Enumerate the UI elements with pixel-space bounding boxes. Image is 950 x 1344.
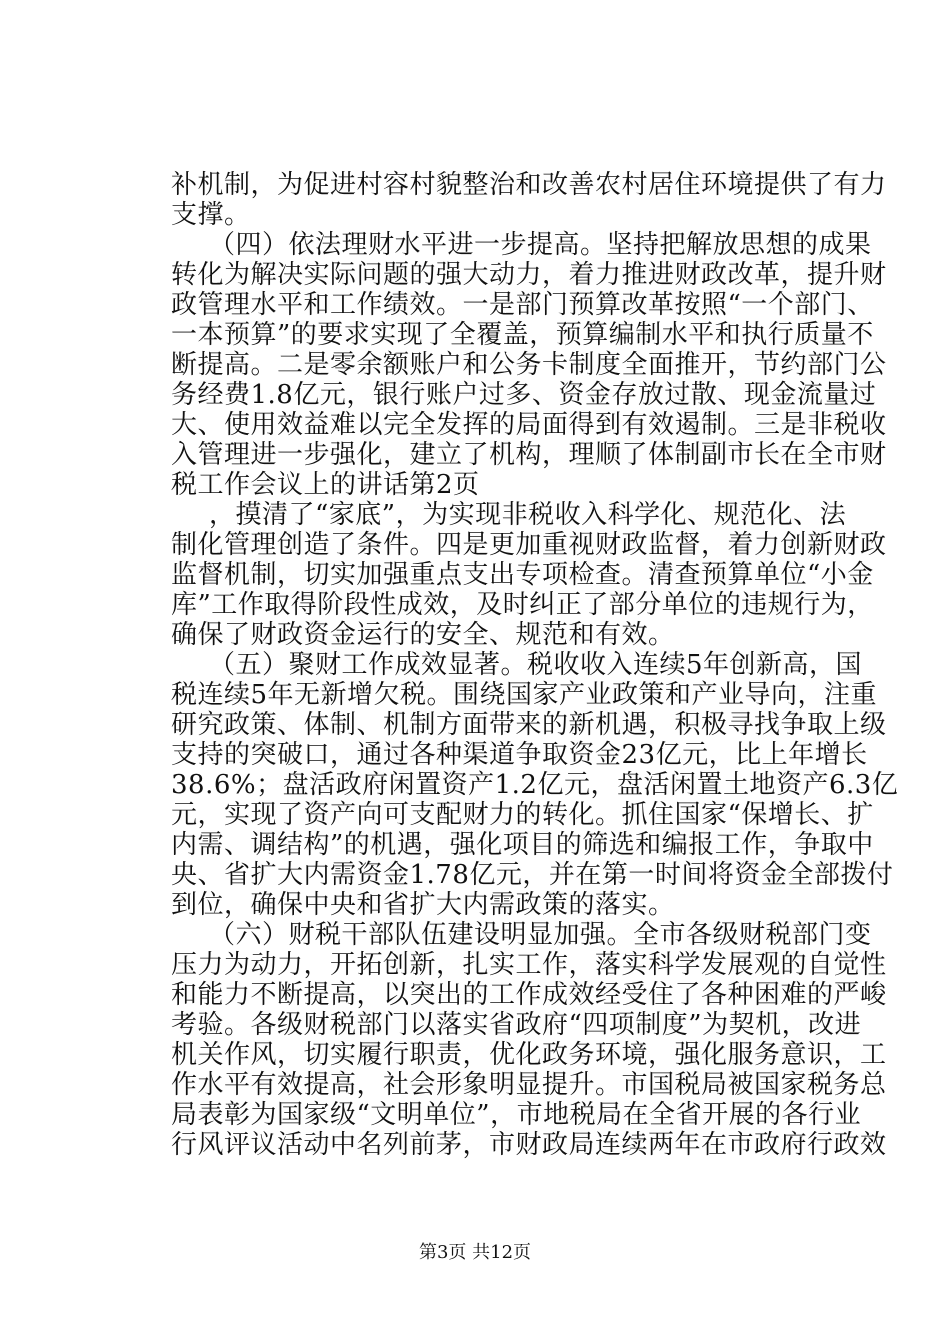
text-line: 务经费1.8亿元，银行账户过多、资金存放过散、现金流量过 [171,380,877,410]
text-line: 央、省扩大内需资金1.78亿元，并在第一时间将资金全部拨付 [171,860,894,890]
text-line: 转化为解决实际问题的强大动力，着力推进财政改革，提升财 [171,260,887,290]
text-line: 一本预算”的要求实现了全覆盖，预算编制水平和执行质量不 [171,320,874,350]
text-line: 大、使用效益难以完全发挥的局面得到有效遏制。三是非税收 [171,410,887,440]
text-line: 政管理水平和工作绩效。一是部门预算改革按照“一个部门、 [171,290,874,320]
text-line: 压力为动力，开拓创新，扎实工作，落实科学发展观的自觉性 [171,950,887,980]
text-line: 确保了财政资金运行的安全、规范和有效。 [171,620,675,650]
text-line: 和能力不断提高，以突出的工作成效经受住了各种困难的严峻 [171,980,887,1010]
text-line: 支撑。 [171,200,251,230]
text-line: 元，实现了资产向可支配财力的转化。抓住国家“保增长、扩 [171,800,874,830]
text-line: 到位，确保中央和省扩大内需政策的落实。 [171,890,675,920]
text-line: 监督机制，切实加强重点支出专项检查。清查预算单位“小金 [171,560,874,590]
text-line: 补机制，为促进村容村貌整治和改善农村居住环境提供了有力 [171,170,887,200]
text-line: 考验。各级财税部门以落实省政府“四项制度”为契机，改进 [171,1010,862,1040]
paragraph-heading-line: （四）依法理财水平进一步提高。坚持把解放思想的成果 [209,230,872,260]
paragraph-heading-line: （五）聚财工作成效显著。税收收入连续5年创新高，国 [209,650,863,680]
text-line: 税工作会议上的讲话第2页 [171,470,480,500]
text-line: 研究政策、体制、机制方面带来的新机遇，积极寻找争取上级 [171,710,887,740]
text-line: 局表彰为国家级“文明单位”，市地税局在全省开展的各行业 [171,1100,862,1130]
text-line: ，摸清了“家底”，为实现非税收入科学化、规范化、法 [209,500,847,530]
text-line: 支持的突破口，通过各种渠道争取资金23亿元，比上年增长 [171,740,868,770]
text-line: 库”工作取得阶段性成效，及时纠正了部分单位的违规行为， [171,590,874,620]
text-line: 断提高。二是零余额账户和公务卡制度全面推开，节约部门公 [171,350,887,380]
paragraph-heading-line: （六）财税干部队伍建设明显加强。全市各级财税部门变 [209,920,872,950]
text-line: 作水平有效提高，社会形象明显提升。市国税局被国家税务总 [171,1070,887,1100]
text-line: 税连续5年无新增欠税。围绕国家产业政策和产业导向，注重 [171,680,878,710]
text-line: 行风评议活动中名列前茅，市财政局连续两年在市政府行政效 [171,1130,887,1160]
text-line: 内需、调结构”的机遇，强化项目的筛选和编报工作，争取中 [171,830,874,860]
text-line: 制化管理创造了条件。四是更加重视财政监督，着力创新财政 [171,530,887,560]
page-number-footer: 第3页 共12页 [418,1242,532,1263]
text-line: 机关作风，切实履行职责，优化政务环境，强化服务意识，工 [171,1040,887,1070]
text-line: 入管理进一步强化，建立了机构，理顺了体制副市长在全市财 [171,440,887,470]
text-line: 38.6%；盘活政府闲置资产1.2亿元，盘活闲置土地资产6.3亿 [171,770,899,800]
